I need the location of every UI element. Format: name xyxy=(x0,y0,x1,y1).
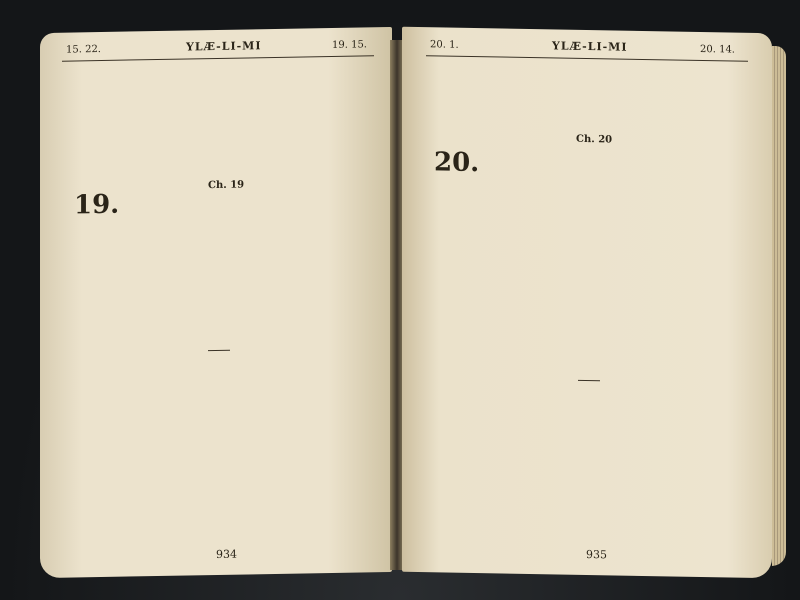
right-text-column-1 xyxy=(428,59,566,74)
page-block-edge xyxy=(772,46,786,566)
right-margin-chapter-label: Ch. 20 xyxy=(576,133,613,146)
right-header-reference-start: 20. 1. xyxy=(430,39,459,51)
left-page xyxy=(40,27,392,578)
left-cross-reference-margin xyxy=(200,66,238,67)
left-margin-divider xyxy=(208,350,230,351)
left-text-column-2 xyxy=(242,59,374,74)
left-margin-chapter-label: Ch. 19 xyxy=(208,179,245,192)
left-text-column-1 xyxy=(64,62,196,77)
open-book xyxy=(40,10,780,585)
left-page-number: 934 xyxy=(216,547,237,561)
right-header-reference-end: 20. 14. xyxy=(700,43,735,56)
right-page-number: 935 xyxy=(586,547,607,562)
left-header-reference-start: 15. 22. xyxy=(66,44,101,56)
right-page xyxy=(402,27,772,578)
right-text-column-2 xyxy=(614,62,750,77)
left-running-title: YLÆ-LI-MI xyxy=(186,39,262,54)
right-chapter-numeral: 20. xyxy=(434,147,480,179)
left-chapter-numeral: 19. xyxy=(74,189,120,221)
right-running-title: YLÆ-LI-MI xyxy=(552,39,628,54)
right-margin-divider xyxy=(578,380,600,381)
left-header-reference-end: 19. 15. xyxy=(332,39,367,51)
right-cross-reference-margin xyxy=(572,66,608,67)
